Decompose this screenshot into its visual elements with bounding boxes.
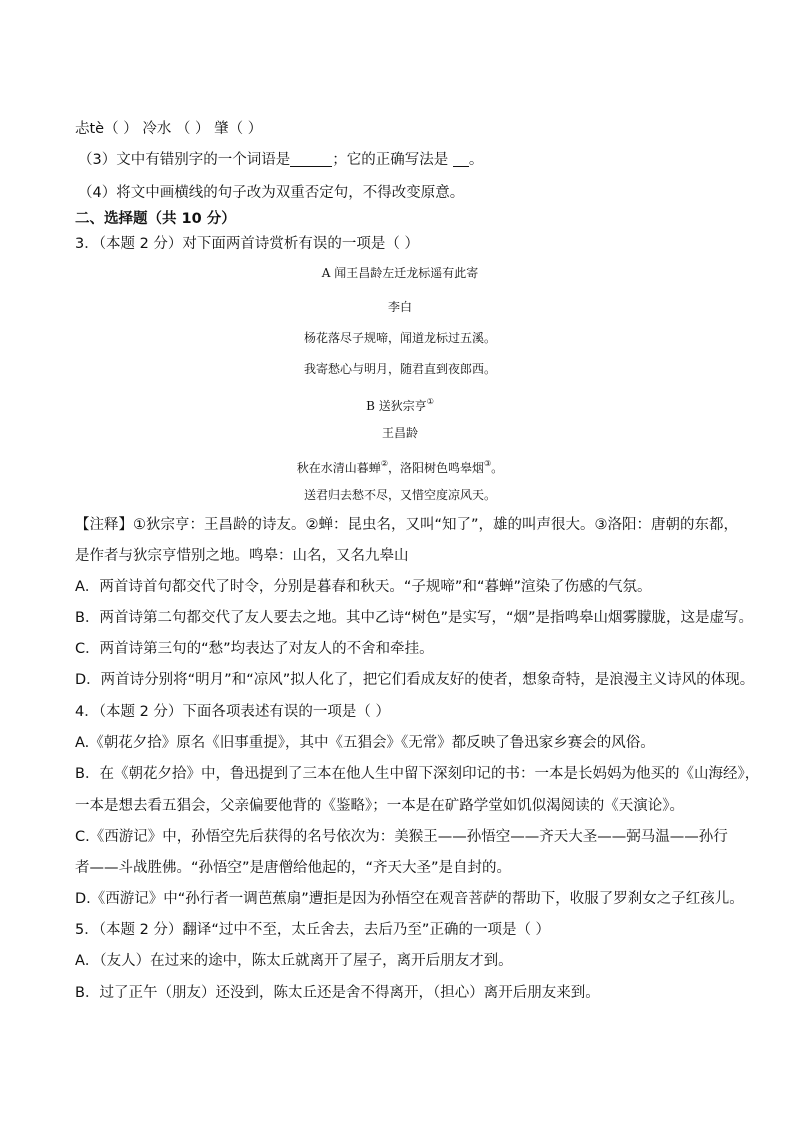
poem-a-line-1: 杨花落尽子规啼，闻道龙标过五溪。 xyxy=(303,331,496,345)
question-4-option-d: D.《西游记》中“孙行者一调芭蕉扇”遭拒是因为孙悟空在观音菩萨的帮助下，收服了罗刹女之子红孩儿。 xyxy=(75,891,744,907)
poem-b-line-1-part-a: 秋在水清山暮蝉 xyxy=(296,461,381,475)
poem-b-title-text: B 送狄宗亨 xyxy=(366,399,427,413)
poem-b-title xyxy=(75,393,725,415)
poem-b-line-1-part-b: ，洛阳树色鸣皋烟 xyxy=(387,461,484,475)
question-3-option-a: A．两首诗首句都交代了时令，分别是暮春和秋天。“子规啼”和“暮蝉”渲染了伤感的气氛。 xyxy=(75,579,652,595)
poem-b-line-1 xyxy=(75,455,725,477)
question-5-option-b: B．过了正午（朋友）还没到，陈太丘还是舍不得离开，（担心）离开后朋友来到。 xyxy=(75,985,600,1001)
question-4-stem: 4．（本题 2 分）下面各项表述有误的一项是（ ） xyxy=(75,704,391,720)
question-2-3-text-c: 。 xyxy=(468,152,484,168)
question-4-option-a: A.《朝花夕拾》原名《旧事重提》，其中《五猖会》《无常》都反映了鲁迅家乡赛会的风俗。 xyxy=(75,735,655,751)
question-5-stem: 5．（本题 2 分）翻译“过中不至，太丘舍去，去后乃至”正确的一项是（ ） xyxy=(75,922,551,938)
answer-blank-2[interactable] xyxy=(453,151,469,167)
section-heading-choice: 二、选择题（共 10 分） xyxy=(75,211,236,227)
poem-b-title-note-mark: ① xyxy=(426,397,434,406)
question-4-option-c-line-2: 者——斗战胜佛。“孙悟空”是唐僧给他起的，“齐天大圣”是自封的。 xyxy=(75,860,512,876)
annotation-line-2: 是作者与狄宗亨惜别之地。鸣皋：山名，又名九皋山 xyxy=(75,548,409,564)
question-4-option-b-line-2: 一本是想去看五猖会，父亲偏要他背的《鉴略》；一本是在矿路学堂如饥似渴阅读的《天演论》。 xyxy=(75,798,684,814)
answer-blank-1[interactable] xyxy=(290,151,332,167)
poem-a-title: A 闻王昌龄左迁龙标遥有此寄 xyxy=(321,266,479,280)
pinyin-fill-line: 忐tè（ ） 冷水 （ ） 肇（ ） xyxy=(75,121,263,137)
question-2-3-text-b: ；它的正确写法是 xyxy=(332,152,453,168)
question-2-3-text-a: （3）文中有错别字的一个词语是 xyxy=(78,152,291,168)
question-2-4: （4）将文中画横线的句子改为双重否定句，不得改变原意。 xyxy=(78,185,465,201)
poem-a-author: 李白 xyxy=(387,300,412,314)
question-5-option-a: A．（友人）在过来的途中，陈太丘就离开了屋子，离开后朋友才到。 xyxy=(75,953,513,969)
question-3-stem: 3．（本题 2 分）对下面两首诗赏析有误的一项是（ ） xyxy=(75,236,420,252)
question-4-option-b-line-1: B．在《朝花夕拾》中，鲁迅提到了三本在他人生中留下深刻印记的书：一本是长妈妈为他买的《山海经》， xyxy=(75,766,760,782)
poem-b-note-mark-2: ② xyxy=(380,459,388,468)
poem-b-author: 王昌龄 xyxy=(381,426,418,440)
poem-b-line-2: 送君归去愁不尽，又惜空度凉风天。 xyxy=(303,488,496,502)
question-2-3 xyxy=(78,149,728,171)
annotation-line-1: 【注释】①狄宗亨：王昌龄的诗友。②蝉：昆虫名，又叫“知了”，雄的叫声很大。③洛阳：唐朝的东都， xyxy=(75,517,739,533)
question-3-option-b: B．两首诗第二句都交代了友人要去之地。其中乙诗“树色”是实写，“烟”是指鸣皋山烟雾朦胧，这是虚写。 xyxy=(75,610,753,626)
poem-a-line-2: 我寄愁心与明月，随君直到夜郎西。 xyxy=(303,362,496,376)
question-4-option-c-line-1: C.《西游记》中，孙悟空先后获得的名号依次为：美猴王——孙悟空——齐天大圣——弼马温——孙行 xyxy=(75,829,728,845)
question-3-option-c: C．两首诗第三句的“愁”均表达了对友人的不舍和牵挂。 xyxy=(75,641,434,657)
question-3-option-d: D．两首诗分别将“明月”和“凉风”拟人化了，把它们看成友好的使者，想象奇特，是浪漫主义诗风的体现。 xyxy=(75,672,755,688)
poem-b-note-mark-3: ③ xyxy=(484,459,492,468)
poem-b-line-1-part-c: 。 xyxy=(491,461,504,475)
